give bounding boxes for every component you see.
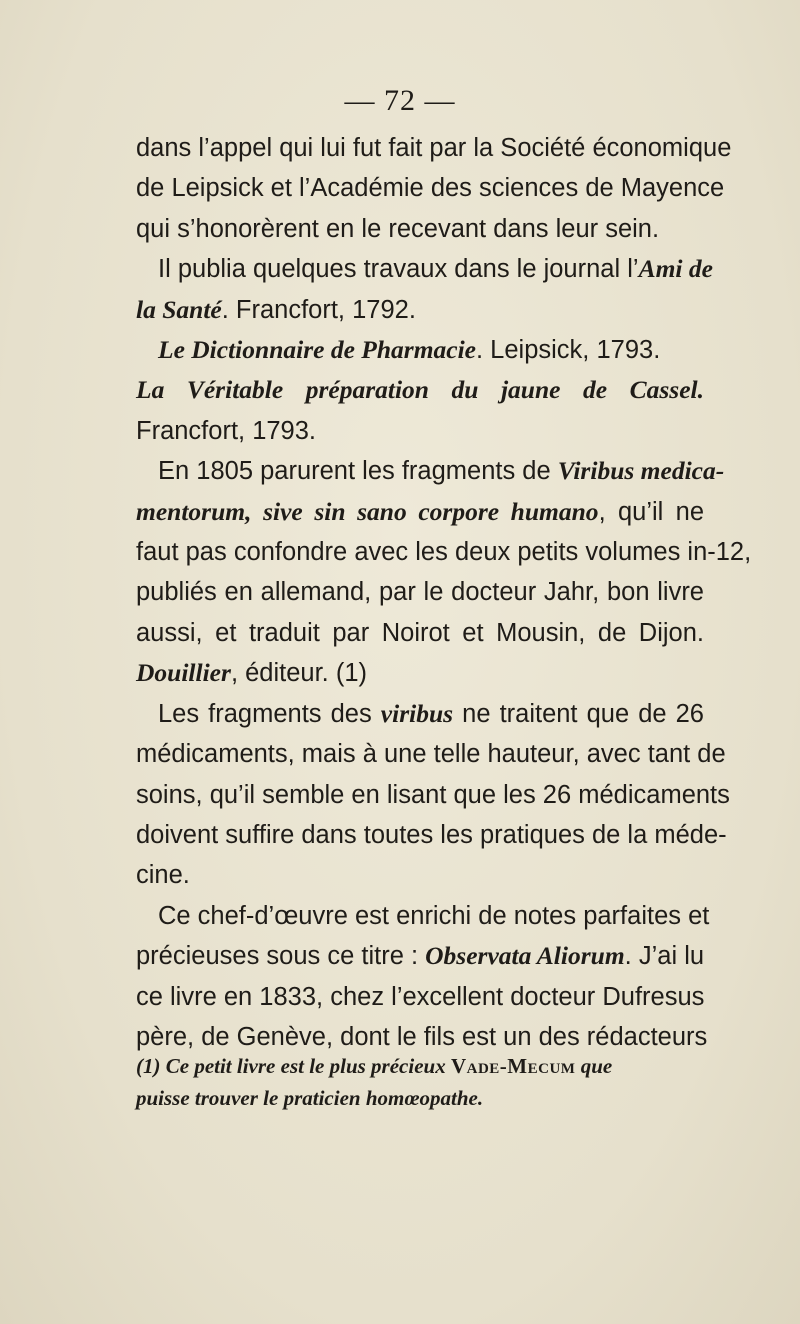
italic-run: Douillier — [136, 658, 231, 688]
page-number: — 72 — — [344, 84, 456, 117]
text-line — [136, 168, 725, 208]
text-line — [136, 936, 704, 976]
text-run: qui s’honorèrent en le recevant dans leur sein. — [136, 214, 660, 243]
text-run: . J’ai lu — [624, 942, 705, 971]
text-run: . Leipsick, 1793. — [476, 336, 661, 365]
text-run: , éditeur. (1) — [230, 659, 368, 688]
text-line — [136, 209, 704, 249]
text-line — [136, 370, 704, 410]
text-line — [136, 977, 704, 1017]
text-run: ce livre en 1833, chez l’excellent docteur Dufresus — [136, 982, 705, 1011]
text-line — [136, 653, 704, 693]
italic-run: Viribus medica- — [557, 456, 725, 486]
text-run: de Leipsick et l’Académie des sciences de Mayence — [136, 174, 725, 203]
text-line — [136, 492, 704, 532]
italic-run: viribus — [380, 698, 454, 728]
italic-run: La Véritable préparation du jaune de Cassel. — [136, 375, 704, 405]
text-run: Francfort, 1793. — [136, 416, 317, 445]
italic-run: Ami de — [638, 254, 713, 284]
text-line — [136, 815, 727, 855]
text-line — [136, 694, 704, 734]
footnote-line — [136, 1050, 684, 1082]
text-line — [136, 249, 713, 289]
text-run: cine. — [136, 861, 190, 890]
text-run: publiés en allemand, par le docteur Jahr, bon livre — [136, 578, 704, 607]
text-line — [136, 896, 710, 936]
text-run: faut pas confondre avec les deux petits volumes in-12, — [136, 538, 752, 567]
italic-run: Observata Aliorum — [425, 941, 625, 971]
text-run: dans l’appel qui lui fut fait par la Société économique — [136, 134, 732, 162]
text-line — [136, 451, 725, 491]
italic-run: mentorum, sive sin sano corpore humano — [136, 496, 599, 526]
text-run: soins, qu’il semble en lisant que les 26 médicaments — [136, 780, 730, 809]
text-line — [136, 532, 752, 572]
footnote-text: que — [575, 1054, 613, 1078]
text-run: Ce chef-d’œuvre est enrichi de notes parfaites et — [158, 901, 710, 930]
text-line — [136, 775, 730, 815]
text-line — [136, 411, 704, 451]
text-run: précieuses sous ce titre : — [136, 942, 426, 971]
text-line — [136, 613, 704, 653]
text-run: doivent suffire dans toutes les pratiques de la méde- — [136, 820, 727, 849]
body-text — [136, 128, 752, 1057]
text-run: En 1805 parurent les fragments de — [158, 457, 558, 486]
footnote-line — [136, 1082, 684, 1114]
text-line — [136, 330, 704, 370]
footnote-smallcaps: Vade-Mecum — [450, 1054, 576, 1078]
text-line — [136, 734, 726, 774]
footnote-text: (1) Ce petit livre est le plus précieux — [136, 1054, 451, 1078]
text-run: , qu’il ne — [598, 497, 704, 526]
text-run: ne traitent que de 26 — [453, 699, 704, 728]
text-line — [136, 572, 704, 612]
text-run: Il publia quelques travaux dans le journal l’ — [158, 255, 639, 284]
italic-run: la Santé — [136, 294, 222, 324]
text-run: . Francfort, 1792. — [221, 295, 416, 324]
text-line — [136, 128, 732, 168]
text-line — [136, 290, 704, 330]
text-line — [136, 855, 704, 895]
text-run: père, de Genève, dont le fils est un des rédacteurs — [136, 1022, 708, 1051]
text-run: médicaments, mais à une telle hauteur, avec tant de — [136, 740, 726, 769]
footnote-text: puisse trouver le praticien homœopathe. — [136, 1086, 484, 1110]
footnote — [136, 1050, 684, 1114]
italic-run: Le Dictionnaire de Pharmacie — [158, 335, 477, 365]
text-run: aussi, et traduit par Noirot et Mousin, de Dijon. — [136, 618, 704, 647]
text-run: Les fragments des — [158, 699, 381, 728]
